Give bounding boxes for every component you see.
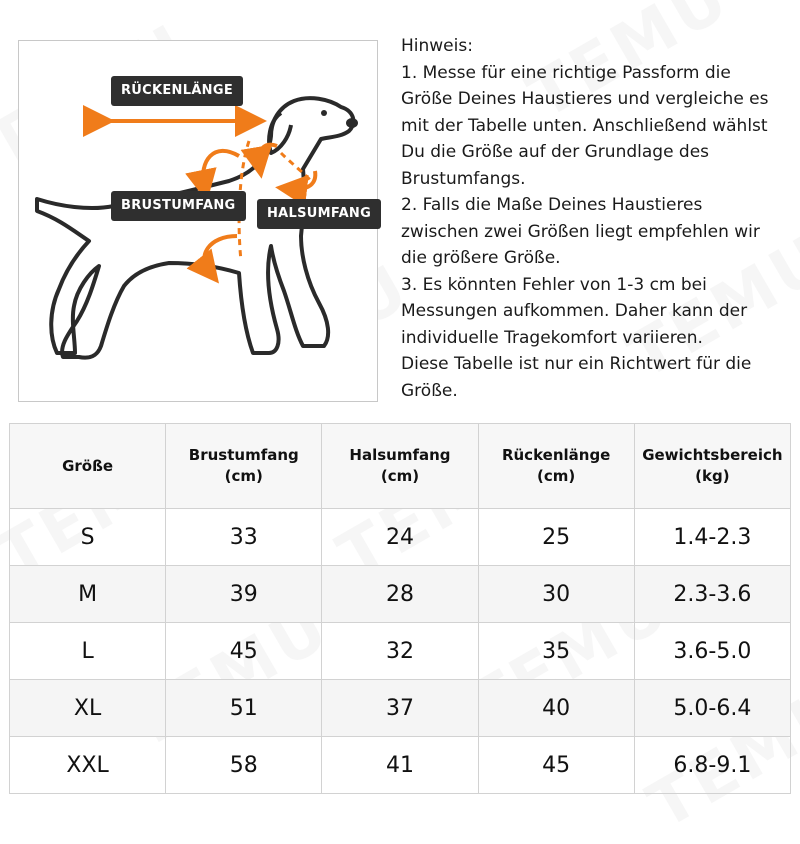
table-row: [10, 623, 791, 680]
column-header-size: Größe: [10, 424, 166, 509]
cell-back-length: 45: [478, 737, 634, 794]
table-row: [10, 509, 791, 566]
hint-line: 2. Falls die Maße Deines Haustieres: [401, 195, 703, 215]
table-row: [10, 566, 791, 623]
cell-neck: 24: [322, 509, 478, 566]
cell-back-length: 30: [478, 566, 634, 623]
hint-line: mit der Tabelle unten. Anschließend wählst: [401, 115, 768, 136]
table-header-row: [10, 424, 791, 509]
hint-line: Hinweis:: [401, 36, 473, 56]
hint-line: Größe Deines Haustieres und vergleiche es: [401, 89, 769, 109]
cell-weight: 1.4-2.3: [634, 509, 790, 566]
cell-back-length: 40: [478, 680, 634, 737]
cell-size: S: [10, 509, 166, 566]
hint-line: Brustumfangs.: [401, 168, 526, 189]
back-length-label: RÜCKENLÄNGE: [111, 76, 243, 106]
chest-label: BRUSTUMFANG: [111, 191, 246, 221]
size-table: [9, 423, 791, 794]
cell-chest: 45: [166, 623, 322, 680]
cell-chest: 39: [166, 566, 322, 623]
cell-neck: 37: [322, 680, 478, 737]
column-header-back-length: Rückenlänge (cm): [478, 424, 634, 509]
hint-line: individuelle Tragekomfort variieren.: [401, 327, 703, 348]
dog-measurement-illustration: [18, 40, 378, 402]
cell-weight: 5.0-6.4: [634, 680, 790, 737]
hint-line: die größere Größe.: [401, 248, 561, 268]
cell-weight: 2.3-3.6: [634, 566, 790, 623]
hint-line: Messungen aufkommen. Daher kann der: [401, 301, 748, 321]
cell-weight: 6.8-9.1: [634, 737, 790, 794]
cell-weight: 3.6-5.0: [634, 623, 790, 680]
cell-size: XXL: [10, 737, 166, 794]
cell-chest: 51: [166, 680, 322, 737]
column-header-chest: Brustumfang (cm): [166, 424, 322, 509]
table-row: [10, 680, 791, 737]
cell-neck: 28: [322, 566, 478, 623]
hint-line: Du die Größe auf der Grundlage des: [401, 142, 710, 162]
neck-label: HALSUMFANG: [257, 199, 381, 229]
column-header-weight: Gewichtsbereich (kg): [634, 424, 790, 509]
hint-text: [401, 33, 797, 404]
cell-neck: 32: [322, 623, 478, 680]
cell-back-length: 35: [478, 623, 634, 680]
cell-size: M: [10, 566, 166, 623]
table-row: [10, 737, 791, 794]
hint-line: 1. Messe für eine richtige Passform die: [401, 62, 731, 83]
hint-line: zwischen zwei Größen liegt empfehlen wir: [401, 221, 760, 242]
cell-neck: 41: [322, 737, 478, 794]
cell-size: XL: [10, 680, 166, 737]
hint-line: 3. Es könnten Fehler von 1-3 cm bei: [401, 274, 707, 295]
column-header-neck: Halsumfang (cm): [322, 424, 478, 509]
cell-chest: 33: [166, 509, 322, 566]
hint-line: Diese Tabelle ist nur ein Richtwert für die: [401, 354, 752, 374]
hint-line: Größe.: [401, 380, 458, 401]
cell-chest: 58: [166, 737, 322, 794]
cell-size: L: [10, 623, 166, 680]
cell-back-length: 25: [478, 509, 634, 566]
